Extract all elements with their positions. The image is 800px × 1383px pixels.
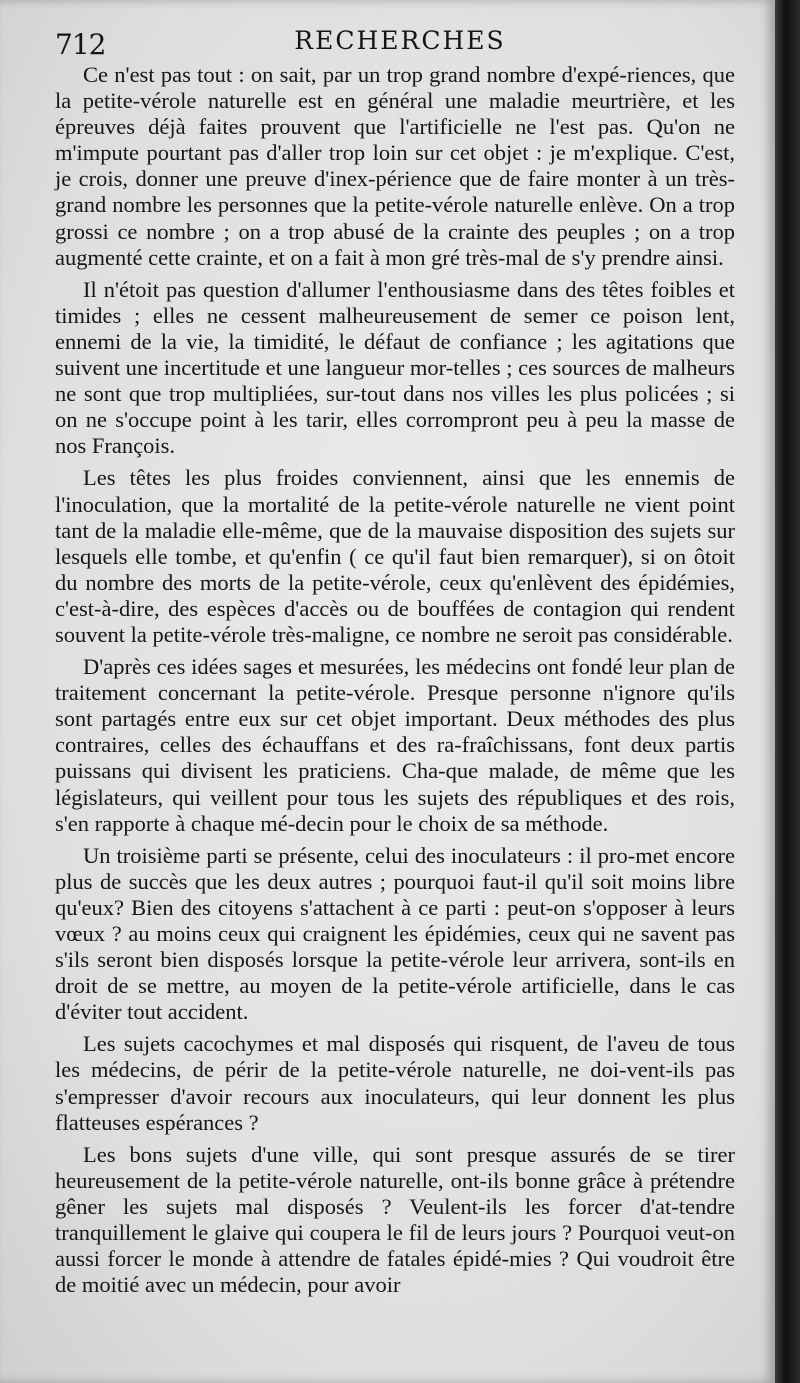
book-binding-edge: [775, 0, 800, 1383]
paragraph: Un troisième parti se présente, celui des inoculateurs : il pro-met encore plus de succès que les deux autres ; pourquoi faut-il qu'il soit moins libre qu'eux? Bien des citoyens s'attachent à ce parti : peut-on s'opposer à leurs vœux ? au moins ceux qui craignent les épidémies, ceux qui ne savent pas s'ils seront bien disposés lorsque la petite-vérole leur arrivera, sont-ils en droit de se mettre, au moyen de la petite-vérole artificielle, dans le cas d'éviter tout accident.: [55, 842, 735, 1025]
body-text: [55, 62, 735, 1298]
page-header: [55, 22, 745, 62]
page-number: 712: [55, 28, 106, 61]
paragraph: Il n'étoit pas question d'allumer l'enthousiasme dans des têtes foibles et timides ; elles ne cessent malheureusement de semer ce poison lent, ennemi de la vie, la timidité, le défaut de confiance ; les agitations que suivent une incertitude et une langueur mor-telles ; ces sources de malheurs ne sont que trop multipliées, sur-tout dans nos villes les plus policées ; si on ne s'occupe point à les tarir, elles corrompront peu à peu la masse de nos François.: [55, 276, 735, 459]
paragraph: Les têtes les plus froides conviennent, ainsi que les ennemis de l'inoculation, que la mortalité de la petite-vérole naturelle ne vient point tant de la maladie elle-même, que de la mauvaise disposition des sujets sur lesquels elle tombe, et qu'enfin ( ce qu'il faut bien remarquer), si on ôtoit du nombre des morts de la petite-vérole, ceux qu'enlèvent des épidémies, c'est-à-dire, des espèces d'accès ou de bouffées de contagion qui rendent souvent la petite-vérole très-maligne, ce nombre ne seroit pas considérable.: [55, 465, 735, 647]
paragraph: Les bons sujets d'une ville, qui sont presque assurés de se tirer heureusement de la petite-vérole naturelle, ont-ils bonne grâce à prétendre gêner les sujets mal disposés ? Veulent-ils les forcer d'at-tendre tranquillement le glaive qui coupera le fil de leurs jours ? Pourquoi veut-on aussi forcer le monde à attendre de fatales épidé-mies ? Qui voudroit être de moitié avec un médecin, pour avoir: [55, 1141, 735, 1298]
running-head: RECHERCHES: [294, 26, 506, 55]
paragraph: Les sujets cacochymes et mal disposés qui risquent, de l'aveu de tous les médecins, de périr de la petite-vérole naturelle, ne doi-vent-ils pas s'empresser d'avoir recours aux inoculateurs, qui leur donnent les plus flatteuses espérances ?: [55, 1031, 735, 1135]
paragraph: D'après ces idées sages et mesurées, les médecins ont fondé leur plan de traitement concernant la petite-vérole. Presque personne n'ignore qu'ils sont partagés entre eux sur cet objet important. Deux méthodes des plus contraires, celles des échauffans et des ra-fraîchissans, font deux partis puissans qui divisent les praticiens. Cha-que malade, de même que les législateurs, qui veillent pour tous les sujets des républiques et des rois, s'en rapporte à chaque mé-decin pour le choix de sa méthode.: [55, 654, 735, 836]
paragraph: Ce n'est pas tout : on sait, par un trop grand nombre d'expé-riences, que la petite-vérole naturelle est en général une maladie meurtrière, et les épreuves déjà faites prouvent que l'artificielle ne l'est pas. Qu'on ne m'impute pourtant pas d'aller trop loin sur cet objet : je m'explique. C'est, je crois, donner une preuve d'inex-périence que de faire monter à un très-grand nombre les personnes que la petite-vérole naturelle enlève. On a trop grossi ce nombre ; on a trop abusé de la crainte des peuples ; on a trop augmenté cette crainte, et on a fait à mon gré très-mal de s'y prendre ainsi.: [55, 62, 735, 270]
